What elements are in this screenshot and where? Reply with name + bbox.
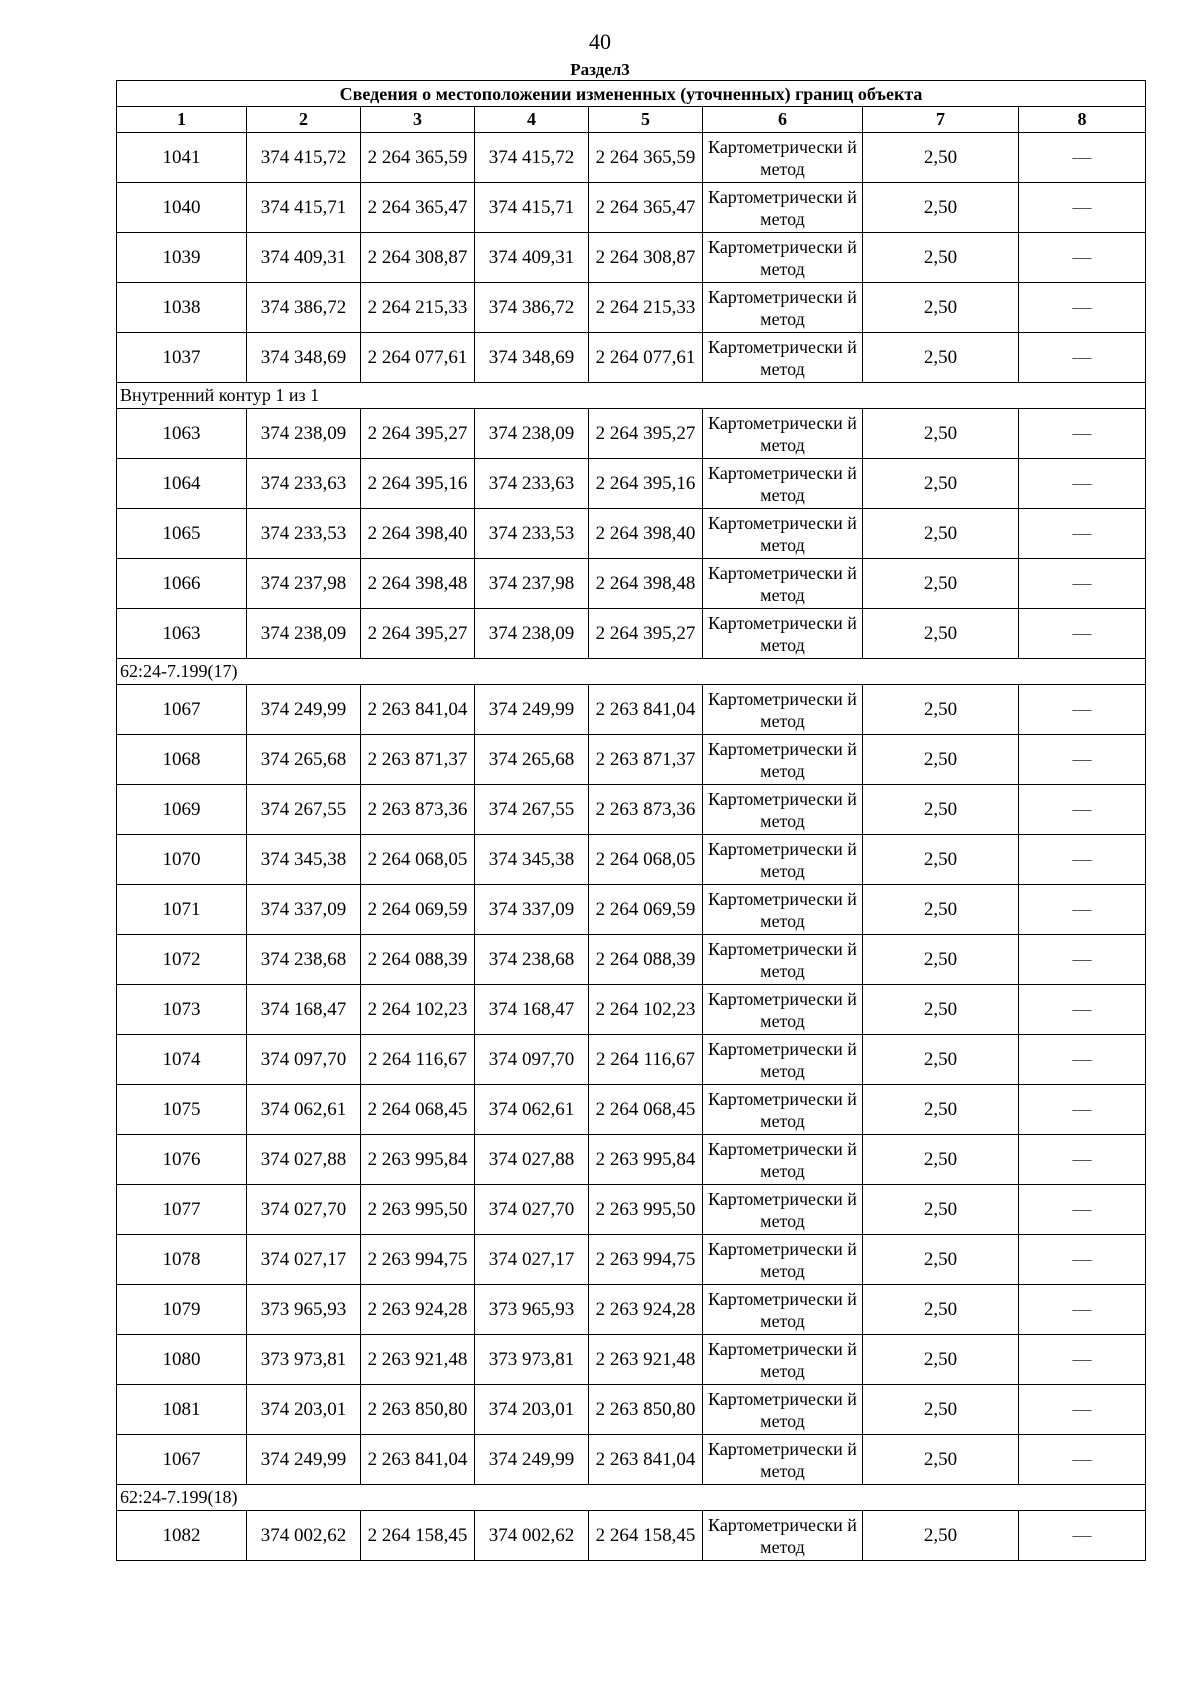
y-refined-cell: 2 263 995,84 [589,1135,703,1185]
x-existing-cell: 374 203,01 [247,1385,361,1435]
x-existing-cell: 374 386,72 [247,283,361,333]
table-row [117,735,1146,785]
method-cell: Картометрически й метод [703,1285,863,1335]
method-cell: Картометрически й метод [703,1335,863,1385]
accuracy-cell: 2,50 [863,233,1019,283]
accuracy-cell: 2,50 [863,1235,1019,1285]
note-cell: — [1019,1185,1146,1235]
section-title: Раздел3 [570,60,630,79]
table-row [117,1185,1146,1235]
x-existing-cell: 373 973,81 [247,1335,361,1385]
y-refined-cell: 2 264 395,16 [589,459,703,509]
point-number-cell: 1076 [117,1135,247,1185]
note-cell: — [1019,509,1146,559]
group-label-row [117,659,1146,685]
x-refined-cell: 374 337,09 [475,885,589,935]
accuracy-cell: 2,50 [863,885,1019,935]
y-existing-cell: 2 263 921,48 [361,1335,475,1385]
point-number-cell: 1041 [117,133,247,183]
boundary-coordinates-table [116,80,1146,1561]
accuracy-cell: 2,50 [863,1385,1019,1435]
x-existing-cell: 374 168,47 [247,985,361,1035]
point-number-cell: 1072 [117,935,247,985]
table-caption: Сведения о местоположении измененных (уточненных) границ объекта [117,81,1146,107]
y-refined-cell: 2 264 068,45 [589,1085,703,1135]
accuracy-cell: 2,50 [863,509,1019,559]
x-existing-cell: 374 267,55 [247,785,361,835]
table-row [117,283,1146,333]
note-cell: — [1019,1285,1146,1335]
x-refined-cell: 374 168,47 [475,985,589,1035]
y-refined-cell: 2 264 308,87 [589,233,703,283]
x-existing-cell: 374 238,09 [247,409,361,459]
point-number-cell: 1074 [117,1035,247,1085]
note-cell: — [1019,133,1146,183]
x-existing-cell: 374 238,09 [247,609,361,659]
point-number-cell: 1070 [117,835,247,885]
note-cell: — [1019,1085,1146,1135]
x-existing-cell: 374 415,72 [247,133,361,183]
y-refined-cell: 2 263 850,80 [589,1385,703,1435]
note-cell: — [1019,885,1146,935]
point-number-cell: 1071 [117,885,247,935]
column-number: 7 [863,107,1019,133]
x-existing-cell: 374 238,68 [247,935,361,985]
accuracy-cell: 2,50 [863,1135,1019,1185]
x-refined-cell: 374 386,72 [475,283,589,333]
x-existing-cell: 374 249,99 [247,1435,361,1485]
point-number-cell: 1069 [117,785,247,835]
group-label-row [117,383,1146,409]
y-refined-cell: 2 264 116,67 [589,1035,703,1085]
method-cell: Картометрически й метод [703,233,863,283]
accuracy-cell: 2,50 [863,1085,1019,1135]
note-cell: — [1019,1135,1146,1185]
point-number-cell: 1068 [117,735,247,785]
y-refined-cell: 2 264 395,27 [589,409,703,459]
table-row [117,835,1146,885]
point-number-cell: 1066 [117,559,247,609]
method-cell: Картометрически й метод [703,1085,863,1135]
group-label: 62:24-7.199(18) [117,1485,1146,1511]
accuracy-cell: 2,50 [863,985,1019,1035]
accuracy-cell: 2,50 [863,133,1019,183]
note-cell: — [1019,1511,1146,1561]
x-refined-cell: 374 233,53 [475,509,589,559]
table-row [117,1085,1146,1135]
y-existing-cell: 2 263 841,04 [361,1435,475,1485]
method-cell: Картометрически й метод [703,785,863,835]
note-cell: — [1019,935,1146,985]
x-existing-cell: 374 337,09 [247,885,361,935]
table-body [117,133,1146,1561]
note-cell: — [1019,609,1146,659]
y-refined-cell: 2 264 215,33 [589,283,703,333]
y-existing-cell: 2 264 308,87 [361,233,475,283]
y-existing-cell: 2 263 994,75 [361,1235,475,1285]
x-existing-cell: 374 409,31 [247,233,361,283]
method-cell: Картометрически й метод [703,985,863,1035]
x-refined-cell: 374 238,09 [475,409,589,459]
x-refined-cell: 374 027,70 [475,1185,589,1235]
x-refined-cell: 373 973,81 [475,1335,589,1385]
column-number: 5 [589,107,703,133]
accuracy-cell: 2,50 [863,333,1019,383]
y-existing-cell: 2 264 398,40 [361,509,475,559]
note-cell: — [1019,1235,1146,1285]
x-existing-cell: 374 002,62 [247,1511,361,1561]
y-existing-cell: 2 264 365,47 [361,183,475,233]
point-number-cell: 1064 [117,459,247,509]
x-existing-cell: 374 027,70 [247,1185,361,1235]
note-cell: — [1019,559,1146,609]
table-row [117,409,1146,459]
note-cell: — [1019,1335,1146,1385]
x-refined-cell: 374 249,99 [475,1435,589,1485]
y-existing-cell: 2 264 088,39 [361,935,475,985]
y-refined-cell: 2 264 088,39 [589,935,703,985]
y-refined-cell: 2 264 365,47 [589,183,703,233]
x-refined-cell: 373 965,93 [475,1285,589,1335]
x-refined-cell: 374 409,31 [475,233,589,283]
accuracy-cell: 2,50 [863,935,1019,985]
x-existing-cell: 374 345,38 [247,835,361,885]
y-existing-cell: 2 263 924,28 [361,1285,475,1335]
point-number-cell: 1073 [117,985,247,1035]
y-existing-cell: 2 264 102,23 [361,985,475,1035]
y-refined-cell: 2 263 841,04 [589,685,703,735]
point-number-cell: 1082 [117,1511,247,1561]
table-row [117,935,1146,985]
accuracy-cell: 2,50 [863,1511,1019,1561]
method-cell: Картометрически й метод [703,283,863,333]
y-existing-cell: 2 264 395,27 [361,409,475,459]
x-refined-cell: 374 203,01 [475,1385,589,1435]
accuracy-cell: 2,50 [863,835,1019,885]
note-cell: — [1019,685,1146,735]
accuracy-cell: 2,50 [863,735,1019,785]
table-row [117,1035,1146,1085]
accuracy-cell: 2,50 [863,609,1019,659]
table-row [117,1335,1146,1385]
note-cell: — [1019,1435,1146,1485]
x-refined-cell: 374 027,17 [475,1235,589,1285]
method-cell: Картометрически й метод [703,133,863,183]
y-existing-cell: 2 263 873,36 [361,785,475,835]
y-refined-cell: 2 264 398,40 [589,509,703,559]
table-row [117,1385,1146,1435]
x-existing-cell: 374 237,98 [247,559,361,609]
table-row [117,1511,1146,1561]
y-existing-cell: 2 264 395,16 [361,459,475,509]
y-existing-cell: 2 264 077,61 [361,333,475,383]
x-existing-cell: 374 097,70 [247,1035,361,1085]
point-number-cell: 1079 [117,1285,247,1335]
note-cell: — [1019,735,1146,785]
accuracy-cell: 2,50 [863,1035,1019,1085]
table-row [117,183,1146,233]
method-cell: Картометрически й метод [703,559,863,609]
accuracy-cell: 2,50 [863,1285,1019,1335]
y-refined-cell: 2 263 871,37 [589,735,703,785]
x-existing-cell: 374 027,17 [247,1235,361,1285]
x-existing-cell: 374 027,88 [247,1135,361,1185]
y-refined-cell: 2 264 395,27 [589,609,703,659]
y-existing-cell: 2 264 398,48 [361,559,475,609]
note-cell: — [1019,283,1146,333]
x-refined-cell: 374 348,69 [475,333,589,383]
y-existing-cell: 2 263 850,80 [361,1385,475,1435]
method-cell: Картометрически й метод [703,1185,863,1235]
table-row [117,609,1146,659]
y-refined-cell: 2 263 924,28 [589,1285,703,1335]
y-existing-cell: 2 264 068,05 [361,835,475,885]
x-refined-cell: 374 415,72 [475,133,589,183]
method-cell: Картометрически й метод [703,333,863,383]
note-cell: — [1019,835,1146,885]
note-cell: — [1019,785,1146,835]
column-number-row [117,107,1146,133]
point-number-cell: 1067 [117,1435,247,1485]
method-cell: Картометрически й метод [703,1385,863,1435]
method-cell: Картометрически й метод [703,459,863,509]
y-existing-cell: 2 264 069,59 [361,885,475,935]
column-number: 6 [703,107,863,133]
y-refined-cell: 2 264 077,61 [589,333,703,383]
column-number: 2 [247,107,361,133]
x-refined-cell: 374 233,63 [475,459,589,509]
accuracy-cell: 2,50 [863,409,1019,459]
method-cell: Картометрически й метод [703,1435,863,1485]
point-number-cell: 1081 [117,1385,247,1435]
point-number-cell: 1065 [117,509,247,559]
method-cell: Картометрически й метод [703,1235,863,1285]
y-existing-cell: 2 263 841,04 [361,685,475,735]
method-cell: Картометрически й метод [703,509,863,559]
x-refined-cell: 374 238,68 [475,935,589,985]
y-existing-cell: 2 263 871,37 [361,735,475,785]
table-row [117,333,1146,383]
y-refined-cell: 2 263 841,04 [589,1435,703,1485]
method-cell: Картометрически й метод [703,1135,863,1185]
accuracy-cell: 2,50 [863,1435,1019,1485]
x-existing-cell: 374 249,99 [247,685,361,735]
column-number: 8 [1019,107,1146,133]
y-refined-cell: 2 264 069,59 [589,885,703,935]
x-refined-cell: 374 237,98 [475,559,589,609]
table-row [117,459,1146,509]
method-cell: Картометрически й метод [703,685,863,735]
y-existing-cell: 2 264 116,67 [361,1035,475,1085]
accuracy-cell: 2,50 [863,785,1019,835]
column-number: 4 [475,107,589,133]
accuracy-cell: 2,50 [863,183,1019,233]
accuracy-cell: 2,50 [863,1185,1019,1235]
method-cell: Картометрически й метод [703,735,863,785]
x-existing-cell: 374 062,61 [247,1085,361,1135]
method-cell: Картометрически й метод [703,409,863,459]
y-refined-cell: 2 264 158,45 [589,1511,703,1561]
method-cell: Картометрически й метод [703,1511,863,1561]
table-row [117,685,1146,735]
point-number-cell: 1067 [117,685,247,735]
x-refined-cell: 374 062,61 [475,1085,589,1135]
page-number: 40 [589,29,611,54]
y-refined-cell: 2 264 068,05 [589,835,703,885]
point-number-cell: 1075 [117,1085,247,1135]
table-row [117,1285,1146,1335]
point-number-cell: 1080 [117,1335,247,1385]
table-row [117,885,1146,935]
note-cell: — [1019,459,1146,509]
method-cell: Картометрически й метод [703,935,863,985]
point-number-cell: 1063 [117,609,247,659]
y-refined-cell: 2 264 365,59 [589,133,703,183]
y-refined-cell: 2 263 994,75 [589,1235,703,1285]
table-row [117,1135,1146,1185]
point-number-cell: 1077 [117,1185,247,1235]
table-row [117,233,1146,283]
point-number-cell: 1039 [117,233,247,283]
y-refined-cell: 2 264 398,48 [589,559,703,609]
point-number-cell: 1078 [117,1235,247,1285]
table-row [117,1235,1146,1285]
group-label: 62:24-7.199(17) [117,659,1146,685]
x-existing-cell: 373 965,93 [247,1285,361,1335]
point-number-cell: 1038 [117,283,247,333]
group-label-row [117,1485,1146,1511]
method-cell: Картометрически й метод [703,183,863,233]
point-number-cell: 1037 [117,333,247,383]
accuracy-cell: 2,50 [863,283,1019,333]
table-row [117,133,1146,183]
table-row [117,509,1146,559]
group-label: Внутренний контур 1 из 1 [117,383,1146,409]
y-existing-cell: 2 263 995,50 [361,1185,475,1235]
method-cell: Картометрически й метод [703,885,863,935]
x-refined-cell: 374 265,68 [475,735,589,785]
y-refined-cell: 2 263 995,50 [589,1185,703,1235]
y-refined-cell: 2 264 102,23 [589,985,703,1035]
x-refined-cell: 374 002,62 [475,1511,589,1561]
note-cell: — [1019,985,1146,1035]
point-number-cell: 1040 [117,183,247,233]
y-existing-cell: 2 264 068,45 [361,1085,475,1135]
x-refined-cell: 374 415,71 [475,183,589,233]
method-cell: Картометрически й метод [703,609,863,659]
column-number: 1 [117,107,247,133]
x-refined-cell: 374 238,09 [475,609,589,659]
x-existing-cell: 374 233,53 [247,509,361,559]
note-cell: — [1019,333,1146,383]
method-cell: Картометрически й метод [703,835,863,885]
column-number: 3 [361,107,475,133]
note-cell: — [1019,409,1146,459]
note-cell: — [1019,233,1146,283]
y-refined-cell: 2 263 873,36 [589,785,703,835]
x-existing-cell: 374 233,63 [247,459,361,509]
point-number-cell: 1063 [117,409,247,459]
method-cell: Картометрически й метод [703,1035,863,1085]
table-row [117,559,1146,609]
note-cell: — [1019,183,1146,233]
accuracy-cell: 2,50 [863,1335,1019,1385]
x-existing-cell: 374 348,69 [247,333,361,383]
x-refined-cell: 374 267,55 [475,785,589,835]
table-row [117,1435,1146,1485]
table-row [117,785,1146,835]
y-refined-cell: 2 263 921,48 [589,1335,703,1385]
x-existing-cell: 374 265,68 [247,735,361,785]
x-existing-cell: 374 415,71 [247,183,361,233]
table-row [117,985,1146,1035]
x-refined-cell: 374 097,70 [475,1035,589,1085]
x-refined-cell: 374 027,88 [475,1135,589,1185]
note-cell: — [1019,1385,1146,1435]
x-refined-cell: 374 345,38 [475,835,589,885]
accuracy-cell: 2,50 [863,459,1019,509]
y-existing-cell: 2 264 395,27 [361,609,475,659]
y-existing-cell: 2 263 995,84 [361,1135,475,1185]
accuracy-cell: 2,50 [863,685,1019,735]
y-existing-cell: 2 264 215,33 [361,283,475,333]
accuracy-cell: 2,50 [863,559,1019,609]
y-existing-cell: 2 264 365,59 [361,133,475,183]
note-cell: — [1019,1035,1146,1085]
x-refined-cell: 374 249,99 [475,685,589,735]
y-existing-cell: 2 264 158,45 [361,1511,475,1561]
